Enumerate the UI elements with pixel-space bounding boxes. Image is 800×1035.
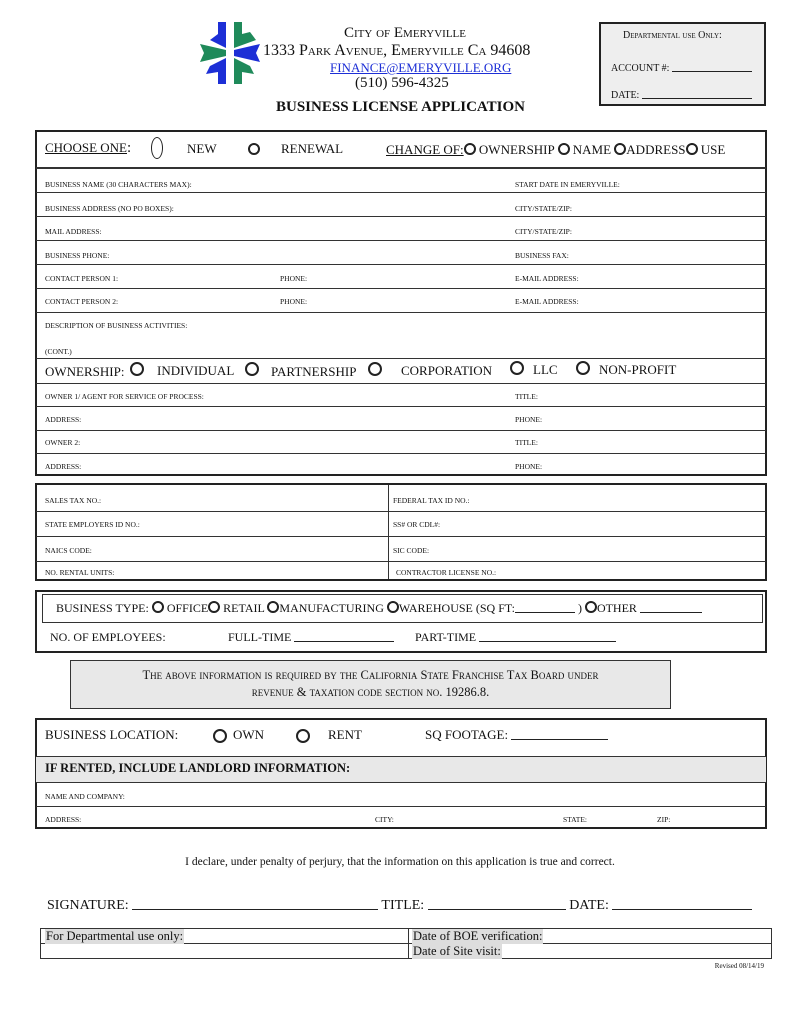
radio-new[interactable] <box>151 137 163 159</box>
email-link[interactable]: FINANCE@EMERYVILLE.ORG <box>330 60 512 75</box>
ownership-change-label: OWNERSHIP <box>478 142 555 157</box>
sig-date-label: DATE: <box>569 898 609 913</box>
declaration: I declare, under penalty of perjury, that the information on this application is true and correct. <box>185 856 615 868</box>
renewal-label: RENEWAL <box>281 141 344 156</box>
other-field[interactable] <box>640 602 702 613</box>
notice-line1: The above information is required by the California State Franchise Tax Board under <box>142 668 599 682</box>
owner1-label: OWNER 1/ AGENT FOR SERVICE OF PROCESS: <box>45 392 204 401</box>
business-location-label: BUSINESS LOCATION: <box>45 727 179 742</box>
sq-footage-label: SQ FOOTAGE: <box>425 727 509 742</box>
part-time-field[interactable] <box>479 631 616 642</box>
signature-field[interactable] <box>132 897 378 910</box>
ss-cdl-label: SS# OR CDL#: <box>393 520 441 529</box>
other-label: OTHER <box>596 601 637 615</box>
business-name-label: BUSINESS NAME (30 CHARACTERS MAX): <box>45 180 192 189</box>
departmental-use-table <box>40 928 772 959</box>
title-field[interactable] <box>428 897 566 910</box>
radio-rent[interactable] <box>296 729 310 743</box>
title-label: TITLE: <box>381 898 425 913</box>
account-label: ACCOUNT #: <box>611 63 670 74</box>
ownership-label: OWNERSHIP: <box>45 364 125 379</box>
date-label: DATE: <box>611 90 640 101</box>
nonprofit-label: NON-PROFIT <box>599 362 677 377</box>
page-title: BUSINESS LICENSE APPLICATION <box>276 99 525 115</box>
start-date-label: START DATE IN EMERYVILLE: <box>515 180 620 189</box>
full-time-label: FULL-TIME <box>228 630 292 644</box>
contact1-email-label: E-MAIL ADDRESS: <box>515 274 579 283</box>
radio-address[interactable] <box>614 143 626 155</box>
city-address: 1333 Park Avenue, Emeryville Ca 94608 <box>263 42 531 59</box>
radio-nonprofit[interactable] <box>576 361 590 375</box>
notice-line2: revenue & taxation code section no. 19286.8. <box>251 685 490 699</box>
city-logo <box>200 22 260 84</box>
sales-tax-label: SALES TAX NO.: <box>45 496 102 505</box>
boe-verification-label: Date of BOE verification: <box>413 929 543 943</box>
revised-date: Revised 08/14/19 <box>714 962 764 970</box>
radio-manufacturing[interactable] <box>267 601 279 613</box>
name-change-label: NAME <box>572 142 612 157</box>
city-state-zip-label: CITY/STATE/ZIP: <box>515 204 572 213</box>
contractor-label: CONTRACTOR LICENSE NO.: <box>396 568 497 577</box>
contact1-label: CONTACT PERSON 1: <box>45 274 119 283</box>
warehouse-label: WAREHOUSE (SQ FT: <box>398 601 515 615</box>
owner2-title-label: TITLE: <box>515 438 538 447</box>
dept-title: Departmental use Only: <box>623 30 722 41</box>
landlord-zip-label: ZIP: <box>657 815 671 824</box>
date-field[interactable] <box>642 88 752 99</box>
choose-one-label: CHOOSE ONE <box>45 140 127 155</box>
radio-ownership[interactable] <box>464 143 476 155</box>
office-label: OFFICE <box>166 601 209 615</box>
business-address-label: BUSINESS ADDRESS (NO PO BOXES): <box>45 204 174 213</box>
description-label: DESCRIPTION OF BUSINESS ACTIVITIES: <box>45 321 188 330</box>
contact2-email-label: E-MAIL ADDRESS: <box>515 297 579 306</box>
warehouse-close-paren: ) <box>577 601 582 615</box>
landlord-city-label: CITY: <box>375 815 394 824</box>
sig-date-field[interactable] <box>612 897 752 910</box>
choose-colon: : <box>126 140 132 156</box>
phone: (510) 596-4325 <box>355 75 449 91</box>
landlord-name-label: NAME AND COMPANY: <box>45 792 125 801</box>
llc-label: LLC <box>533 362 558 377</box>
owner2-address-label: ADDRESS: <box>45 462 82 471</box>
business-type-label: BUSINESS TYPE: <box>56 601 149 615</box>
mail-city-state-zip-label: CITY/STATE/ZIP: <box>515 227 572 236</box>
radio-retail[interactable] <box>208 601 220 613</box>
radio-corporation[interactable] <box>368 362 382 376</box>
departmental-use-box <box>599 22 766 106</box>
radio-llc[interactable] <box>510 361 524 375</box>
business-phone-label: BUSINESS PHONE: <box>45 251 110 260</box>
part-time-label: PART-TIME <box>415 630 477 644</box>
corporation-label: CORPORATION <box>401 363 493 378</box>
dept-use-label: For Departmental use only: <box>46 929 184 943</box>
landlord-heading: IF RENTED, INCLUDE LANDLORD INFORMATION: <box>45 761 351 775</box>
employees-label: NO. OF EMPLOYEES: <box>50 630 166 644</box>
owner1-phone-label: PHONE: <box>515 415 543 424</box>
sic-label: SIC CODE: <box>393 546 430 555</box>
signature-label: SIGNATURE: <box>47 898 129 913</box>
own-label: OWN <box>233 727 265 742</box>
naics-label: NAICS CODE: <box>45 546 92 555</box>
contact2-label: CONTACT PERSON 2: <box>45 297 119 306</box>
landlord-address-label: ADDRESS: <box>45 815 82 824</box>
warehouse-sqft-field[interactable] <box>515 602 575 613</box>
radio-own[interactable] <box>213 729 227 743</box>
radio-warehouse[interactable] <box>387 601 399 613</box>
ftb-notice <box>70 660 671 709</box>
sq-footage-field[interactable] <box>511 729 608 740</box>
description-cont-label: (CONT.) <box>45 347 72 356</box>
radio-use[interactable] <box>686 143 698 155</box>
radio-office[interactable] <box>152 601 164 613</box>
new-label: NEW <box>187 141 217 156</box>
manufacturing-label: MANUFACTURING <box>279 601 384 615</box>
radio-individual[interactable] <box>130 362 144 376</box>
owner2-phone-label: PHONE: <box>515 462 543 471</box>
radio-partnership[interactable] <box>245 362 259 376</box>
contact2-phone-label: PHONE: <box>280 297 308 306</box>
partnership-label: PARTNERSHIP <box>271 364 357 379</box>
radio-other[interactable] <box>585 601 597 613</box>
business-fax-label: BUSINESS FAX: <box>515 251 569 260</box>
address-change-label: ADDRESS <box>626 142 686 157</box>
use-change-label: USE <box>700 142 726 157</box>
individual-label: INDIVIDUAL <box>157 363 235 378</box>
state-employers-label: STATE EMPLOYERS ID NO.: <box>45 520 140 529</box>
full-time-field[interactable] <box>294 631 394 642</box>
city-name: City of Emeryville <box>344 25 466 41</box>
change-of-label: CHANGE OF: <box>386 142 464 157</box>
radio-name[interactable] <box>558 143 570 155</box>
contact1-phone-label: PHONE: <box>280 274 308 283</box>
rental-units-label: NO. RENTAL UNITS: <box>45 568 115 577</box>
site-visit-label: Date of Site visit: <box>413 944 501 958</box>
radio-renewal[interactable] <box>248 143 260 155</box>
retail-label: RETAIL <box>223 601 265 615</box>
owner1-address-label: ADDRESS: <box>45 415 82 424</box>
mail-address-label: MAIL ADDRESS: <box>45 227 102 236</box>
rent-label: RENT <box>328 727 362 742</box>
owner1-title-label: TITLE: <box>515 392 538 401</box>
owner2-label: OWNER 2: <box>45 438 81 447</box>
landlord-state-label: STATE: <box>563 815 587 824</box>
account-field[interactable] <box>672 61 752 72</box>
federal-tax-label: FEDERAL TAX ID NO.: <box>393 496 470 505</box>
